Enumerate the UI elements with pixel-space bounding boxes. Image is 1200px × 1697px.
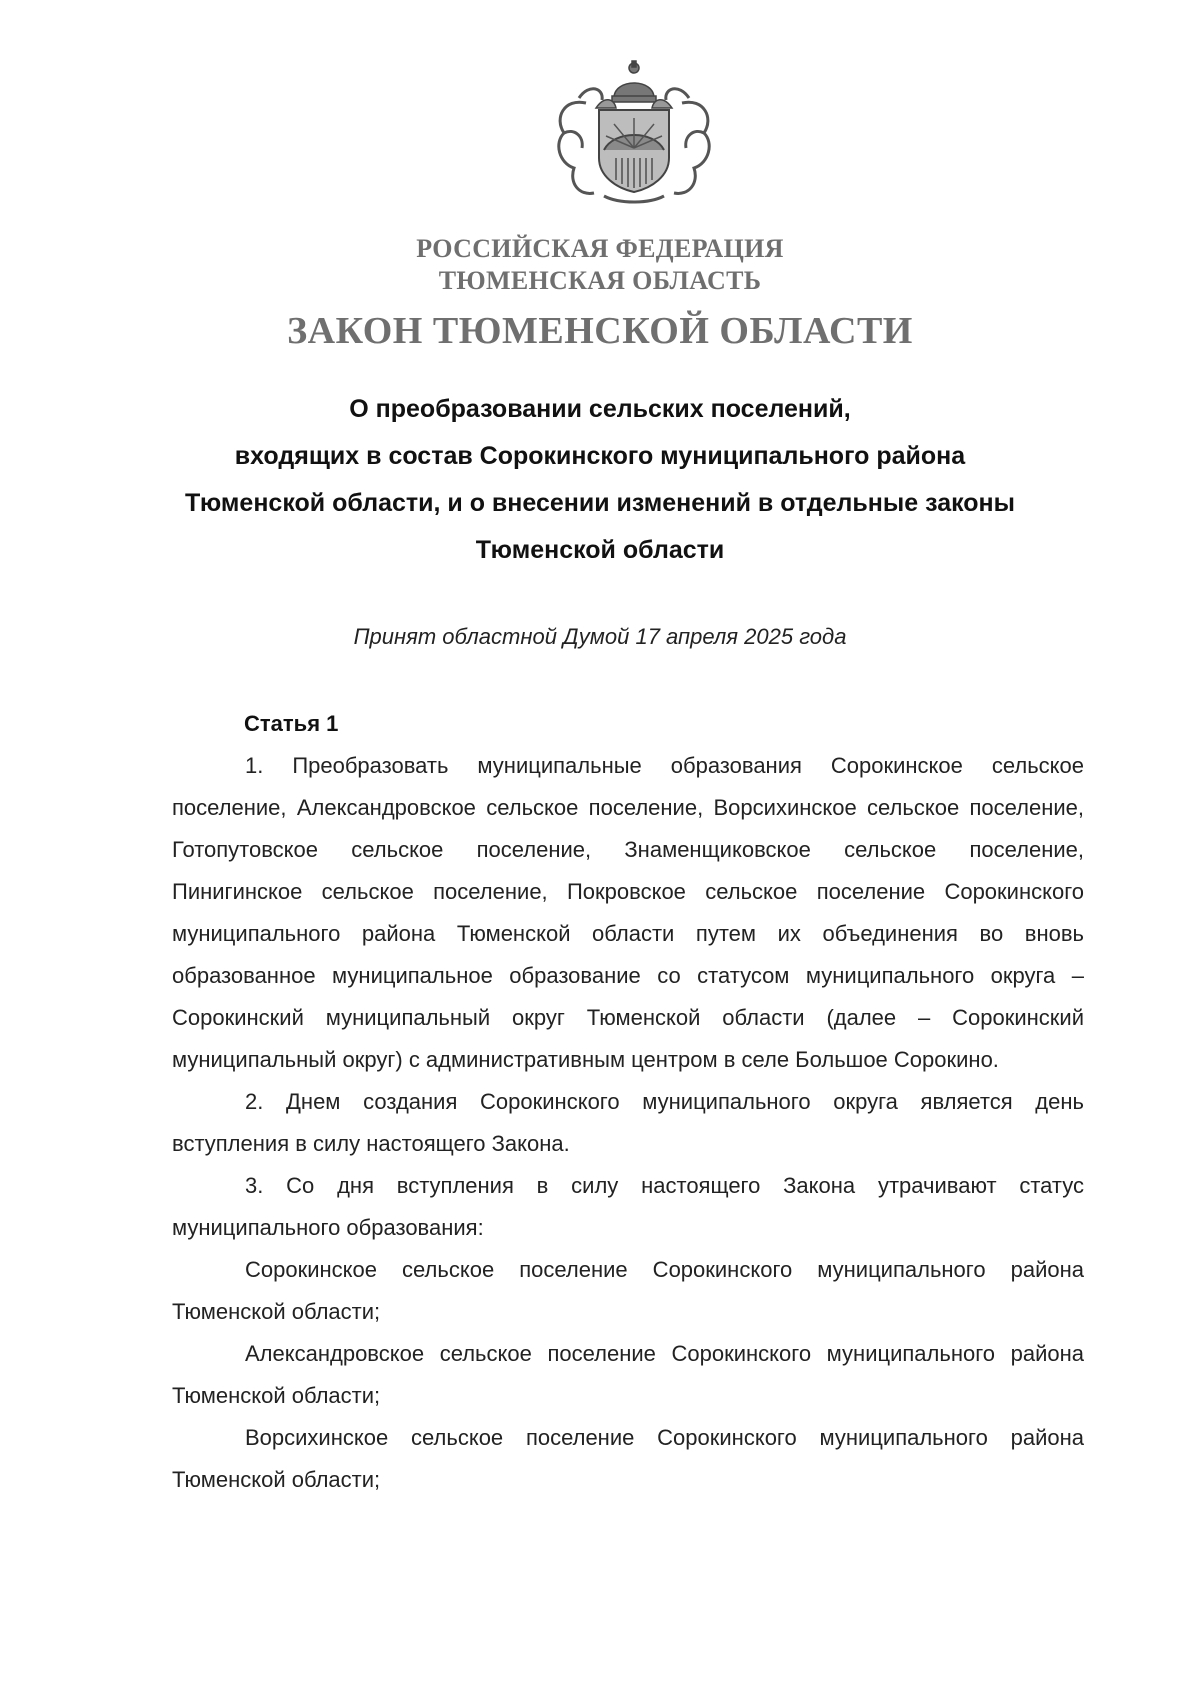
article-heading: Статья 1	[244, 711, 339, 736]
law-subject-line: О преобразовании сельских поселений,	[349, 395, 851, 423]
country-heading: РОССИЙСКАЯ ФЕДЕРАЦИЯ	[416, 234, 784, 263]
adoption-note: Принят областной Думой 17 апреля 2025 года	[353, 624, 847, 649]
region-heading: ТЮМЕНСКАЯ ОБЛАСТЬ	[438, 266, 762, 295]
document-type-heading: ЗАКОН ТЮМЕНСКОЙ ОБЛАСТИ	[287, 310, 913, 352]
article-paragraph: 1. Преобразовать муниципальные образования Сорокинское сельское поселение, Александровское сельское поселение, Ворсихинское сельское поселение, Готопутовское сельское поселение, Знаменщиковское сельское поселение, Пинигинское сельское поселение, Покровское сельское поселение Сорокинского муниципального района Тюменской области путем их объединения во вновь образованное муниципальное образование со статусом муниципального округа – Сорокинский муниципальный округ Тюменской области (далее – Сорокинский муниципальный округ) с административным центром в селе Большое Сорокино.	[172, 753, 1084, 1072]
coat-of-arms-icon	[534, 58, 734, 208]
article-body	[172, 745, 1084, 1501]
article-paragraph: Сорокинское сельское поселение Сорокинского муниципального района Тюменской области;	[172, 1257, 1084, 1324]
article-paragraph: 2. Днем создания Сорокинского муниципального округа является день вступления в силу настоящего Закона.	[172, 1089, 1084, 1156]
article-paragraph: 3. Со дня вступления в силу настоящего Закона утрачивают статус муниципального образования:	[172, 1173, 1084, 1240]
law-subject-title	[120, 386, 1080, 574]
article-paragraph: Александровское сельское поселение Сорокинского муниципального района Тюменской области;	[172, 1341, 1084, 1408]
article-paragraph: Ворсихинское сельское поселение Сорокинского муниципального района Тюменской области;	[172, 1425, 1084, 1492]
law-subject-line: Тюменской области, и о внесении изменений в отдельные законы	[184, 489, 1016, 517]
law-subject-line: входящих в состав Сорокинского муниципального района	[234, 442, 966, 470]
law-subject-line: Тюменской области	[475, 536, 725, 564]
